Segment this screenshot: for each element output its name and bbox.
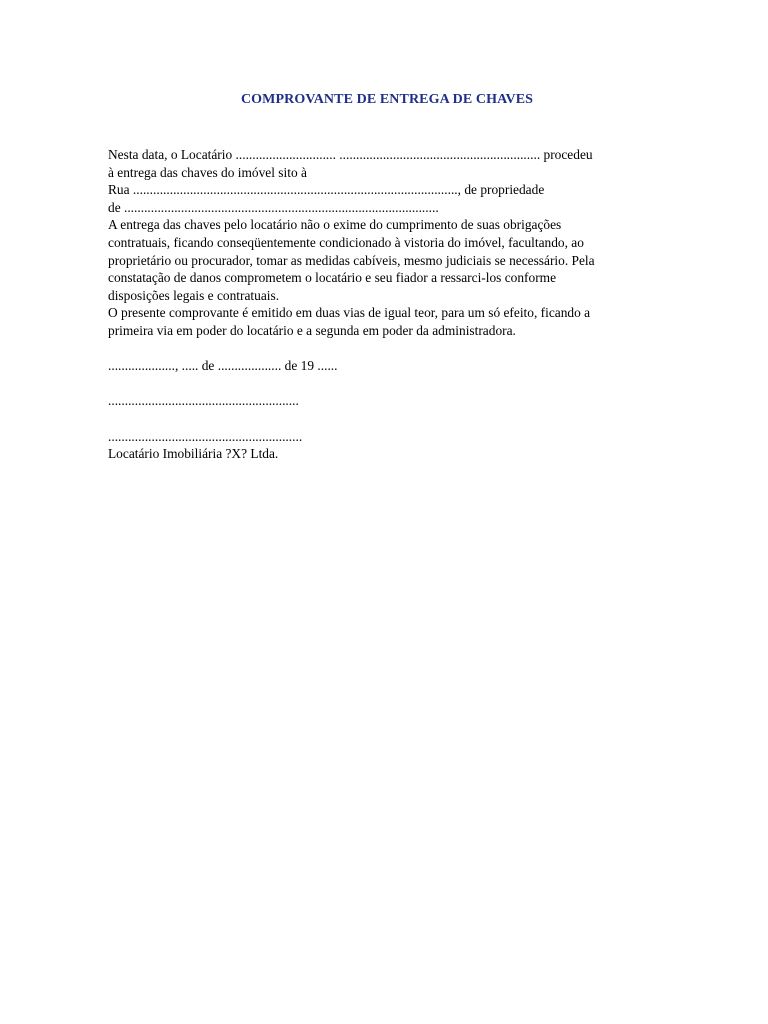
document-body xyxy=(108,146,668,463)
body-line: A entrega das chaves pelo locatário não o exime do cumprimento de suas obrigações xyxy=(108,217,562,233)
body-line: contratuais, ficando conseqüentemente condicionado à vistoria do imóvel, facultando, ao xyxy=(108,234,584,250)
body-line: à entrega das chaves do imóvel sito à xyxy=(108,164,307,180)
body-line: proprietário ou procurador, tomar as medidas cabíveis, mesmo judiciais se necessário. Pela xyxy=(108,252,595,268)
spacer xyxy=(108,410,668,428)
spacer xyxy=(108,340,668,358)
spacer xyxy=(108,375,668,393)
signature-labels: Locatário Imobiliária ?X? Ltda. xyxy=(108,446,279,462)
body-line: constatação de danos comprometem o locatário e seu fiador a ressarci-los conforme xyxy=(108,270,557,286)
date-line: ...................., ..... de ................... de 19 ...... xyxy=(108,358,338,374)
body-line: Rua ................................................................................................., de propriedade xyxy=(108,182,545,198)
signature-line: .......................................................... xyxy=(108,428,303,444)
body-line: disposições legais e contratuais. xyxy=(108,287,280,303)
signature-line: ......................................................... xyxy=(108,393,299,409)
document-title: COMPROVANTE DE ENTREGA DE CHAVES xyxy=(240,92,534,107)
body-line: Nesta data, o Locatário .............................. ............................................................ procedeu xyxy=(108,147,593,162)
body-line: primeira via em poder do locatário e a segunda em poder da administradora. xyxy=(108,322,516,338)
body-line: O presente comprovante é emitido em duas vias de igual teor, para um só efeito, ficando a xyxy=(108,305,591,321)
body-line: de .............................................................................................. xyxy=(108,199,439,215)
